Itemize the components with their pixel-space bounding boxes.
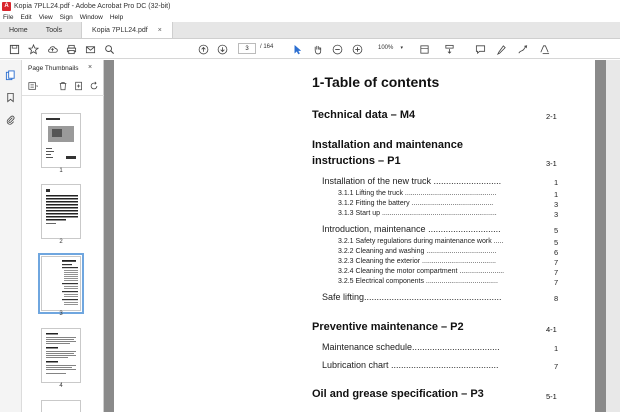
toc-entry[interactable]: Safe lifting.......................................................	[322, 292, 502, 302]
toc-entry[interactable]: 3.1.3 Start up ...........................................................	[338, 210, 497, 217]
window-title: Kopia 7PLL24.pdf - Adobe Acrobat Pro DC (32-bit)	[14, 2, 171, 10]
bookmark-icon[interactable]	[5, 92, 17, 104]
toc-entry[interactable]: 3.1.2 Fitting the battery ..........................................	[338, 200, 494, 207]
draw-icon[interactable]	[516, 43, 528, 55]
upload-cloud-icon[interactable]	[46, 43, 58, 55]
thumbnail-number: 2	[59, 239, 63, 245]
toc-entry[interactable]: 3.2.2 Cleaning and washing ....................................	[338, 248, 497, 255]
zoom-out-icon[interactable]	[331, 43, 343, 55]
chevron-down-icon: ▾	[400, 45, 403, 51]
toc-section-m4[interactable]: Technical data – M4	[312, 109, 416, 121]
toc-page-number: 5	[554, 226, 559, 235]
acrobat-logo-icon: A	[2, 2, 11, 11]
toc-page-number: 1	[554, 178, 559, 187]
menu-bar	[0, 12, 620, 22]
hand-tool-icon[interactable]	[311, 43, 323, 55]
thumbnail-options-icon[interactable]	[28, 81, 39, 92]
navigation-rail	[0, 60, 22, 412]
pdf-page	[114, 60, 595, 412]
document-viewport[interactable]	[104, 60, 620, 412]
toc-entry[interactable]: Installation of the new truck ...........................	[322, 176, 502, 186]
toc-section-p1-line2[interactable]: instructions – P1	[312, 155, 401, 167]
tab-bar	[0, 22, 620, 39]
select-cursor-icon[interactable]	[291, 43, 303, 55]
toc-entry[interactable]: 3.2.5 Electrical components .....................................	[338, 278, 498, 285]
tab-document-label: Kopia 7PLL24.pdf	[92, 26, 148, 34]
zoom-level-value: 100%	[378, 45, 394, 51]
toc-entry[interactable]: Maintenance schedule...................................	[322, 342, 500, 352]
search-icon[interactable]	[103, 43, 115, 55]
scroll-mode-icon[interactable]	[443, 43, 455, 55]
toc-page-number: 7	[554, 362, 559, 371]
toc-entry[interactable]: Lubrication chart ...........................................	[322, 360, 499, 370]
page-title: 1-Table of contents	[312, 74, 440, 90]
toc-page-number: 8	[554, 294, 559, 303]
thumbnail-number: 4	[59, 383, 63, 389]
toc-section-p2[interactable]: Preventive maintenance – P2	[312, 321, 464, 333]
thumbnail-number: 3	[59, 311, 63, 317]
thumbnails-panel	[22, 60, 104, 412]
toc-section-p3[interactable]: Oil and grease specification – P3	[312, 388, 484, 400]
title-bar	[0, 0, 620, 12]
toc-entry[interactable]: 3.2.4 Cleaning the motor compartment .......................	[338, 268, 505, 275]
toc-page-number: 2-1	[546, 112, 557, 121]
next-page-icon[interactable]	[216, 43, 228, 55]
thumbnail-page-4[interactable]	[41, 328, 81, 383]
menu-view[interactable]: View	[38, 13, 53, 21]
previous-page-icon[interactable]	[197, 43, 209, 55]
toc-page-number: 7	[554, 258, 559, 267]
tab-tools[interactable]: Tools	[45, 26, 63, 34]
rotate-page-icon[interactable]	[89, 81, 100, 92]
page-total: / 164	[260, 44, 274, 50]
document-scrollbar[interactable]	[606, 60, 620, 412]
fill-sign-icon[interactable]	[538, 43, 550, 55]
delete-page-icon[interactable]	[58, 81, 69, 92]
print-icon[interactable]	[65, 43, 77, 55]
highlight-pen-icon[interactable]	[495, 43, 507, 55]
menu-sign[interactable]: Sign	[59, 13, 73, 21]
zoom-in-icon[interactable]	[351, 43, 363, 55]
page-thumbnails-icon[interactable]	[5, 70, 17, 82]
panel-title: Page Thumbnails	[28, 65, 79, 72]
toc-entry[interactable]: Introduction, maintenance .............................	[322, 224, 501, 234]
toc-page-number: 4-1	[546, 325, 557, 334]
thumbnail-number: 1	[59, 168, 63, 174]
thumbnail-page-2[interactable]	[41, 184, 81, 239]
toc-page-number: 5	[554, 238, 559, 247]
bookmark-star-icon[interactable]	[27, 43, 39, 55]
thumbnail-page-3[interactable]	[41, 256, 81, 311]
toc-page-number: 1	[554, 190, 559, 199]
zoom-level-dropdown[interactable]	[374, 43, 404, 54]
toc-page-number: 1	[554, 344, 559, 353]
toc-section-p1-line1[interactable]: Installation and maintenance	[312, 139, 463, 151]
toc-page-number: 6	[554, 248, 559, 257]
toc-entry[interactable]: 3.1.1 Lifting the truck ...............................................	[338, 190, 497, 197]
email-icon[interactable]	[84, 43, 96, 55]
attachment-icon[interactable]	[5, 114, 17, 126]
panel-close-icon[interactable]: ×	[88, 64, 93, 71]
menu-window[interactable]: Window	[79, 13, 103, 21]
toc-page-number: 5-1	[546, 392, 557, 401]
toc-page-number: 3	[554, 200, 559, 209]
toc-entry[interactable]: 3.2.3 Cleaning the exterior ......................................	[338, 258, 496, 265]
thumbnail-page-5[interactable]	[41, 400, 81, 412]
toc-page-number: 3	[554, 210, 559, 219]
page-fit-icon[interactable]	[418, 43, 430, 55]
toc-page-number: 7	[554, 278, 559, 287]
save-icon[interactable]	[8, 43, 20, 55]
menu-file[interactable]: File	[3, 13, 14, 21]
tab-document[interactable]	[81, 22, 173, 38]
panel-toolbar	[22, 78, 104, 96]
main-toolbar	[0, 39, 620, 59]
comment-icon[interactable]	[474, 43, 486, 55]
tab-close-icon[interactable]: ×	[157, 26, 162, 34]
insert-page-icon[interactable]	[74, 81, 85, 92]
toc-page-number: 7	[554, 268, 559, 277]
menu-help[interactable]: Help	[109, 13, 124, 21]
page-number-input[interactable]: 3	[238, 43, 256, 54]
toc-entry[interactable]: 3.2.1 Safety regulations during maintenance work .....	[338, 238, 504, 245]
toc-page-number: 3-1	[546, 159, 557, 168]
thumbnail-page-1[interactable]	[41, 113, 81, 168]
tab-home[interactable]: Home	[9, 26, 28, 34]
menu-edit[interactable]: Edit	[20, 13, 32, 21]
